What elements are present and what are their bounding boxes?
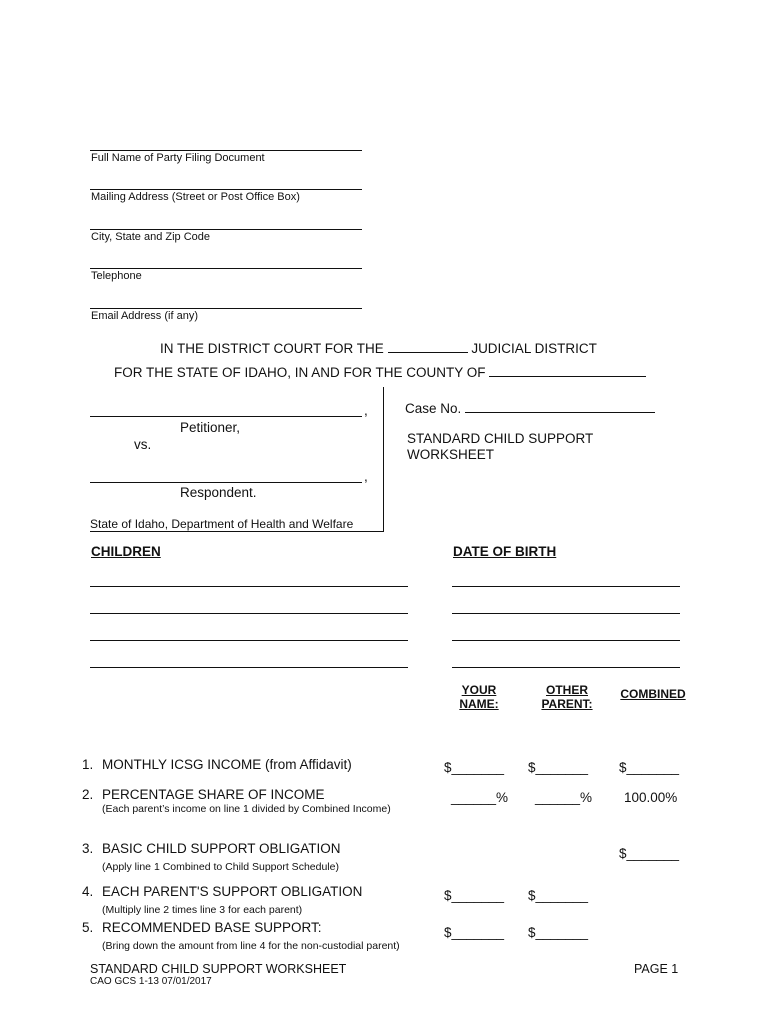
case-number-blank[interactable] <box>465 400 655 413</box>
respondent-comma: , <box>364 469 368 484</box>
petitioner-comma: , <box>364 403 368 418</box>
line-4-note: (Multiply line 2 times line 3 for each parent) <box>102 904 303 916</box>
line-1-combined-amount[interactable]: $_______ <box>619 760 680 775</box>
col-header-other-parent-1: OTHER <box>546 683 588 697</box>
line-4-other-amount[interactable]: $_______ <box>528 888 589 903</box>
line-5-title: RECOMMENDED BASE SUPPORT: <box>102 920 322 935</box>
child-name-line-3[interactable] <box>90 640 408 641</box>
child-dob-line-3[interactable] <box>452 640 680 641</box>
court-line-1-start: IN THE DISTRICT COURT FOR THE <box>160 341 384 356</box>
line-2-other-percent[interactable]: ______% <box>535 790 593 805</box>
district-number-blank[interactable] <box>388 340 468 353</box>
city-state-zip-label: City, State and Zip Code <box>91 231 211 243</box>
line-2-combined-percent: 100.00% <box>624 790 678 805</box>
mailing-address-label: Mailing Address (Street or Post Office Box) <box>91 191 300 203</box>
respondent-label: Respondent. <box>180 485 257 500</box>
line-1-number: 1. <box>82 757 94 772</box>
children-header: CHILDREN <box>91 544 161 559</box>
case-number <box>405 400 655 416</box>
telephone-line[interactable] <box>90 268 362 269</box>
col-header-your-name-2: NAME: <box>459 697 499 711</box>
agency-label: State of Idaho, Department of Health and Welfare <box>90 517 354 531</box>
caption-divider-vertical <box>383 387 384 532</box>
line-5-your-amount[interactable]: $_______ <box>444 925 505 940</box>
vs-label: vs. <box>134 437 152 452</box>
mailing-address-line[interactable] <box>90 189 362 190</box>
child-dob-line-2[interactable] <box>452 613 680 614</box>
line-5-other-amount[interactable]: $_______ <box>528 925 589 940</box>
court-line-1 <box>160 340 597 356</box>
court-line-2 <box>114 364 646 380</box>
child-dob-line-4[interactable] <box>452 667 680 668</box>
line-4-number: 4. <box>82 884 94 899</box>
email-label: Email Address (if any) <box>91 310 198 322</box>
col-header-your-name <box>444 683 514 711</box>
line-2-note: (Each parent’s income on line 1 divided by Combined Income) <box>102 803 391 815</box>
child-name-line-1[interactable] <box>90 586 408 587</box>
county-blank[interactable] <box>489 364 646 377</box>
city-state-zip-line[interactable] <box>90 229 362 230</box>
line-1-your-amount[interactable]: $_______ <box>444 760 505 775</box>
document-title-line-1: STANDARD CHILD SUPPORT <box>407 431 594 446</box>
full-name-line[interactable] <box>90 150 362 151</box>
court-line-2-text: FOR THE STATE OF IDAHO, IN AND FOR THE COUNTY OF <box>114 365 486 380</box>
col-header-your-name-1: YOUR <box>461 683 497 697</box>
line-3-title: BASIC CHILD SUPPORT OBLIGATION <box>102 841 341 856</box>
child-name-line-4[interactable] <box>90 667 408 668</box>
child-name-line-2[interactable] <box>90 613 408 614</box>
line-4-title: EACH PARENT'S SUPPORT OBLIGATION <box>102 884 363 899</box>
petitioner-label: Petitioner, <box>180 420 241 435</box>
petitioner-name-line[interactable] <box>90 416 362 417</box>
page-number: PAGE 1 <box>634 962 679 976</box>
caption-divider-bottom <box>90 531 384 532</box>
line-2-your-percent[interactable]: ______% <box>451 790 509 805</box>
date-of-birth-header: DATE OF BIRTH <box>453 544 557 559</box>
line-1-other-amount[interactable]: $_______ <box>528 760 589 775</box>
email-line[interactable] <box>90 308 362 309</box>
line-5-note: (Bring down the amount from line 4 for the non-custodial parent) <box>102 940 400 952</box>
line-1-title: MONTHLY ICSG INCOME (from Affidavit) <box>102 757 352 772</box>
document-title <box>407 431 593 463</box>
footer-form-code: CAO GCS 1-13 07/01/2017 <box>90 976 212 987</box>
line-3-combined-amount[interactable]: $_______ <box>619 846 680 861</box>
footer-title: STANDARD CHILD SUPPORT WORKSHEET <box>90 962 347 976</box>
court-line-1-end: JUDICIAL DISTRICT <box>471 341 597 356</box>
line-2-number: 2. <box>82 787 94 802</box>
col-header-other-parent-2: PARENT: <box>541 697 593 711</box>
document-title-line-2: WORKSHEET <box>407 447 495 462</box>
child-dob-line-1[interactable] <box>452 586 680 587</box>
line-3-note: (Apply line 1 Combined to Child Support Schedule) <box>102 861 339 873</box>
telephone-label: Telephone <box>91 270 142 282</box>
line-3-number: 3. <box>82 841 94 856</box>
line-5-number: 5. <box>82 920 94 935</box>
case-number-label: Case No. <box>405 401 462 416</box>
line-2-title: PERCENTAGE SHARE OF INCOME <box>102 787 325 802</box>
respondent-name-line[interactable] <box>90 482 362 483</box>
line-4-your-amount[interactable]: $_______ <box>444 888 505 903</box>
col-header-other-parent <box>530 683 604 711</box>
full-name-label: Full Name of Party Filing Document <box>91 152 265 164</box>
col-header-combined: COMBINED <box>620 687 686 701</box>
